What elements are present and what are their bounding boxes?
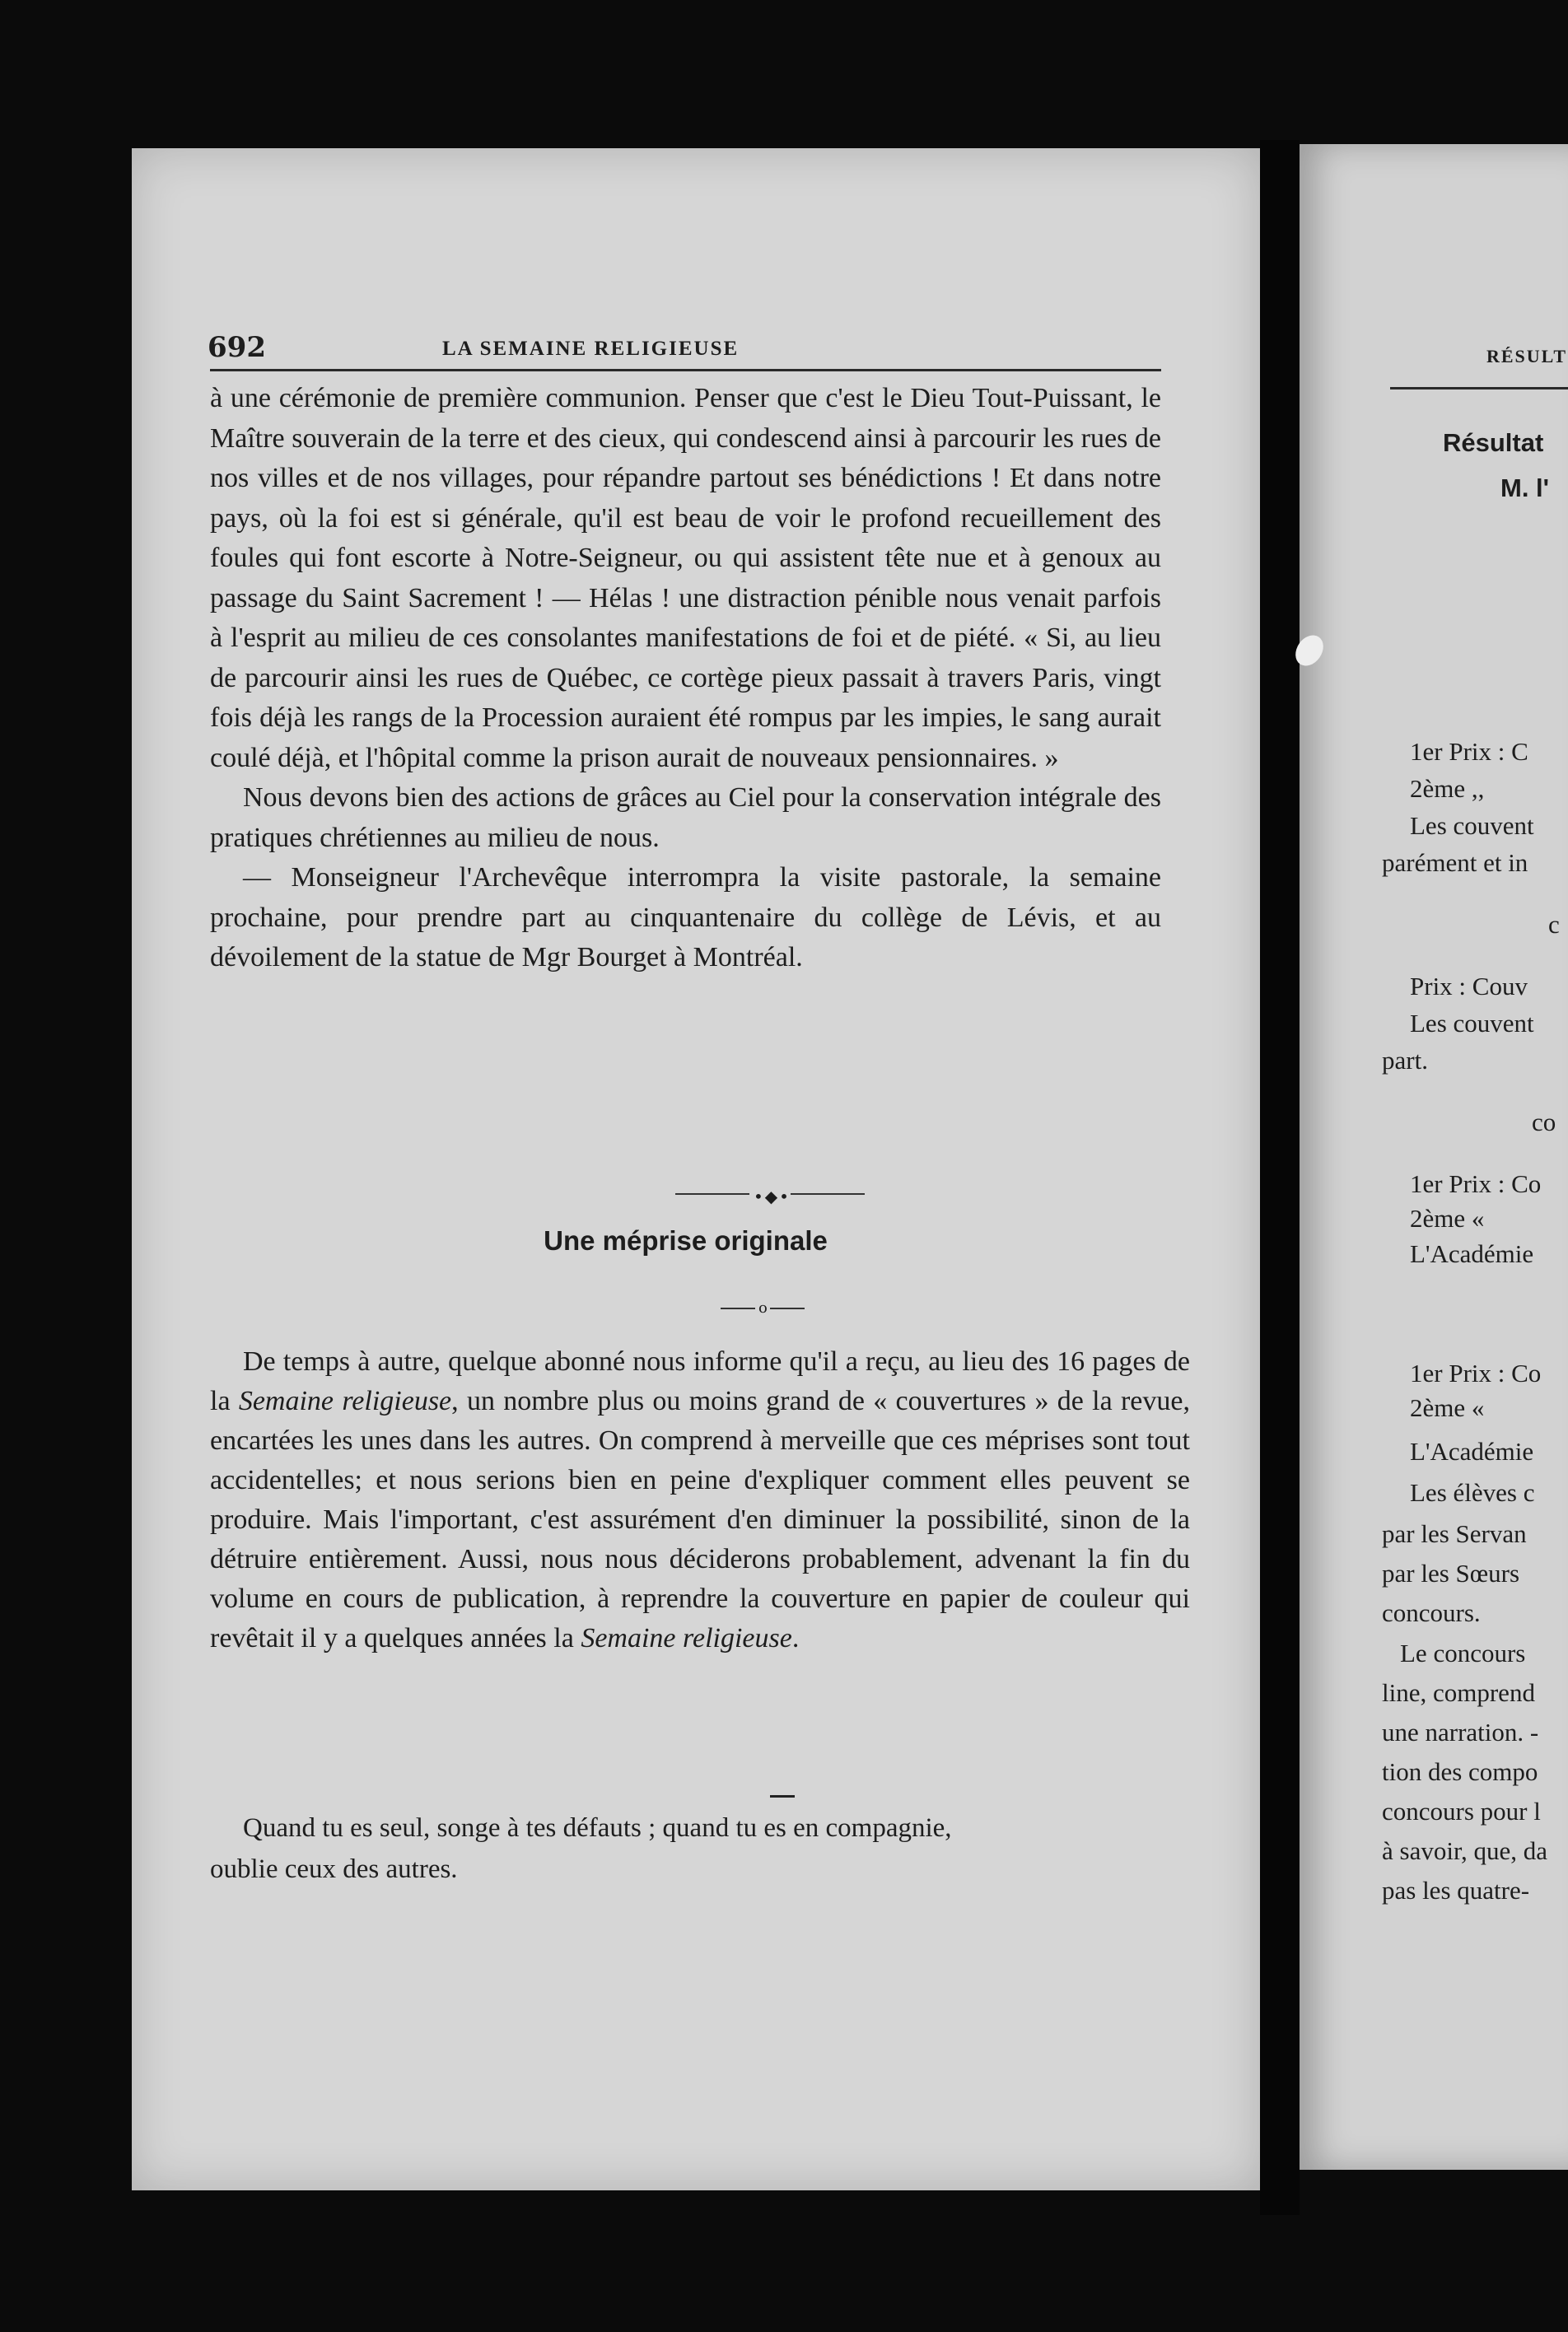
head-rule <box>210 369 1161 371</box>
right-text-line: 2ème ,, <box>1410 774 1485 803</box>
right-text-line: Les élèves c <box>1410 1478 1535 1507</box>
right-text-line: L'Académie <box>1410 1437 1534 1466</box>
right-text-line: part. <box>1382 1046 1428 1075</box>
article-paragraph: De temps à autre, quelque abonné nous informe qu'il a reçu, au lieu des 16 pages de la Semaine religieuse, un nombre plus ou moins grand de « couvertures » de la revue, encartées les unes dans les autres. On comprend à merveille que ces méprises sont tout accidentelles; et nous serions bien en peine d'expliquer comment elles peuvent se produire. Mais l'important, c'est assurément d'en diminuer la possibilité, sinon de la détruire entièrement. Aussi, nous nous déciderons probablement, advenant la fin du volume en cours de publication, à reprendre la couverture en papier de couleur qui revêtait il y a quelques années la Semaine religieuse. <box>210 1346 1190 1653</box>
right-text-line: 2ème « <box>1410 1393 1485 1422</box>
body-text <box>210 379 1161 978</box>
right-text-line: M. l' <box>1500 473 1550 502</box>
right-text-line: concours. <box>1382 1598 1481 1627</box>
right-text-line: une narration. - <box>1382 1718 1539 1747</box>
paragraph: Nous devons bien des actions de grâces au Ciel pour la conservation intégrale des pratiques chrétiennes au milieu de nous. <box>210 782 1161 853</box>
right-text-line: line, comprend <box>1382 1678 1535 1707</box>
right-text-line: à savoir, que, da <box>1382 1836 1548 1865</box>
right-text-line: Les couvent <box>1410 1009 1534 1038</box>
right-text-line: Résultat <box>1443 428 1544 457</box>
right-text-line: Prix : Couv <box>1410 972 1528 1000</box>
right-text-line: pas les quatre- <box>1382 1876 1530 1905</box>
right-text-line: parément et in <box>1382 848 1528 877</box>
journal-title: Semaine religieuse <box>581 1623 792 1653</box>
right-text-line: c <box>1548 910 1560 939</box>
right-text-line: L'Académie <box>1410 1239 1534 1268</box>
right-text-line: co <box>1532 1108 1556 1136</box>
page-number: 692 <box>208 331 266 364</box>
right-text-line: concours pour l <box>1382 1797 1541 1826</box>
small-ornament: o <box>721 1299 811 1316</box>
book-gutter <box>1260 140 1300 2215</box>
running-head <box>208 331 1163 367</box>
running-title: LA SEMAINE RELIGIEUSE <box>442 338 740 360</box>
maxim <box>210 1807 1190 1890</box>
maxim-line: oublie ceux des autres. <box>210 1854 458 1884</box>
article-text <box>210 1342 1190 1658</box>
right-text-line: par les Servan <box>1382 1519 1527 1548</box>
maxim-line: Quand tu es seul, songe à tes défauts ; quand tu es en compagnie, <box>243 1813 952 1843</box>
right-text-line: Les couvent <box>1410 811 1534 840</box>
right-text-line: 1er Prix : C <box>1410 737 1528 766</box>
section-ornament: •◆• <box>675 1186 865 1202</box>
right-text-line: 2ème « <box>1410 1204 1485 1233</box>
right-text-line: par les Sœurs <box>1382 1559 1520 1588</box>
right-text-line: tion des compo <box>1382 1757 1538 1786</box>
section-title: Une méprise originale <box>544 1225 828 1256</box>
right-text-line: Le concours <box>1400 1639 1526 1667</box>
right-text-line: 1er Prix : Co <box>1410 1169 1542 1198</box>
journal-title: Semaine religieuse <box>238 1386 452 1416</box>
paragraph: — Monseigneur l'Archevêque interrompra la visite pastorale, la semaine prochaine, pour prendre part au cinquantenaire du collège de Lévis, et au dévoilement de la statue de Mgr Bourget à Montréal. <box>210 862 1161 972</box>
paragraph: à une cérémonie de première communion. Penser que c'est le Dieu Tout-Puissant, le Maître souverain de la terre et des cieux, qui condescend ainsi à parcourir les rues de nos villes et de nos villages, pour répandre partout ses bénédictions ! Et dans notre pays, où la foi est si générale, qu'il est beau de voir le profond recueillement des foules qui font escorte à Notre-Seigneur, ou qui assistent tête nue et à genoux au passage du Saint Sacrement ! — Hélas ! une distraction pénible nous venait parfois à l'esprit au milieu de ces consolantes manifestations de foi et de piété. « Si, au lieu de parcourir ainsi les rues de Québec, ce cortège pieux passait à travers Paris, vingt fois déjà les rangs de la Procession auraient été rompus par les impies, le sang aurait coulé déjà, et l'hôpital comme la prison aurait de nouveaux pensionnaires. » <box>210 383 1161 773</box>
right-running-title: RÉSULT <box>1486 346 1568 366</box>
separator-rule <box>770 1795 795 1798</box>
right-head-rule <box>1390 387 1568 389</box>
right-text-line: 1er Prix : Co <box>1410 1359 1542 1388</box>
